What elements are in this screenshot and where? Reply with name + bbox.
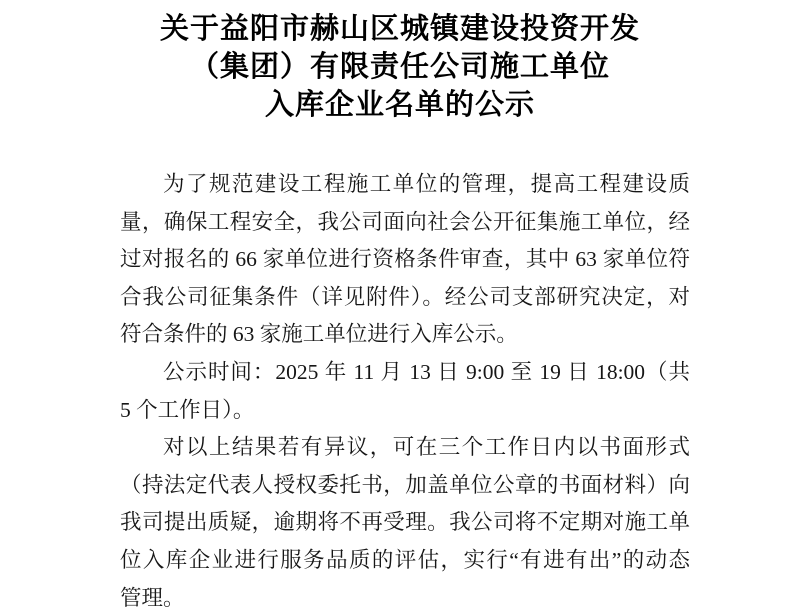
document-title [0, 0, 800, 124]
paragraph-3-line-4: 位入库企业进行服务品质的评估，实行“有进有出”的动态 [120, 547, 690, 572]
paragraph-3-line-1: 对以上结果若有异议，可在三个工作日内以书面形式 [163, 435, 690, 460]
paragraph-1-line-4: 合我公司征集条件（详见附件）。经公司支部研究决定，对 [120, 284, 690, 309]
paragraph-1-line-2: 量，确保工程安全，我公司面向社会公开征集施工单位，经 [120, 209, 690, 234]
paragraph-1-line-1: 为了规范建设工程施工单位的管理，提高工程建设质 [163, 172, 690, 196]
title-line-2: （集团）有限责任公司施工单位 [189, 51, 610, 83]
title-line-1: 关于益阳市赫山区城镇建设投资开发 [159, 13, 640, 45]
paragraph-3-line-3: 我司提出质疑，逾期将不再受理。我公司将不定期对施工单 [120, 510, 690, 535]
title-line-3: 入库企业名单的公示 [264, 89, 535, 121]
paragraph-3-line-2: （持法定代表人授权委托书，加盖单位公章的书面材料）向 [120, 472, 690, 497]
paragraph-2-line-1: 公示时间：2025 年 11 月 13 日 9:00 至 19 日 18:00（共 [163, 359, 690, 384]
paragraph-1-line-3: 过对报名的 66 家单位进行资格条件审查，其中 63 家单位符 [120, 247, 690, 272]
paragraph-2-line-2: 5 个工作日）。 [120, 397, 255, 422]
document-body [120, 166, 690, 616]
paragraph-3-line-5: 管理。 [120, 585, 185, 610]
paragraph-1-line-5: 符合条件的 63 家施工单位进行入库公示。 [120, 322, 518, 347]
